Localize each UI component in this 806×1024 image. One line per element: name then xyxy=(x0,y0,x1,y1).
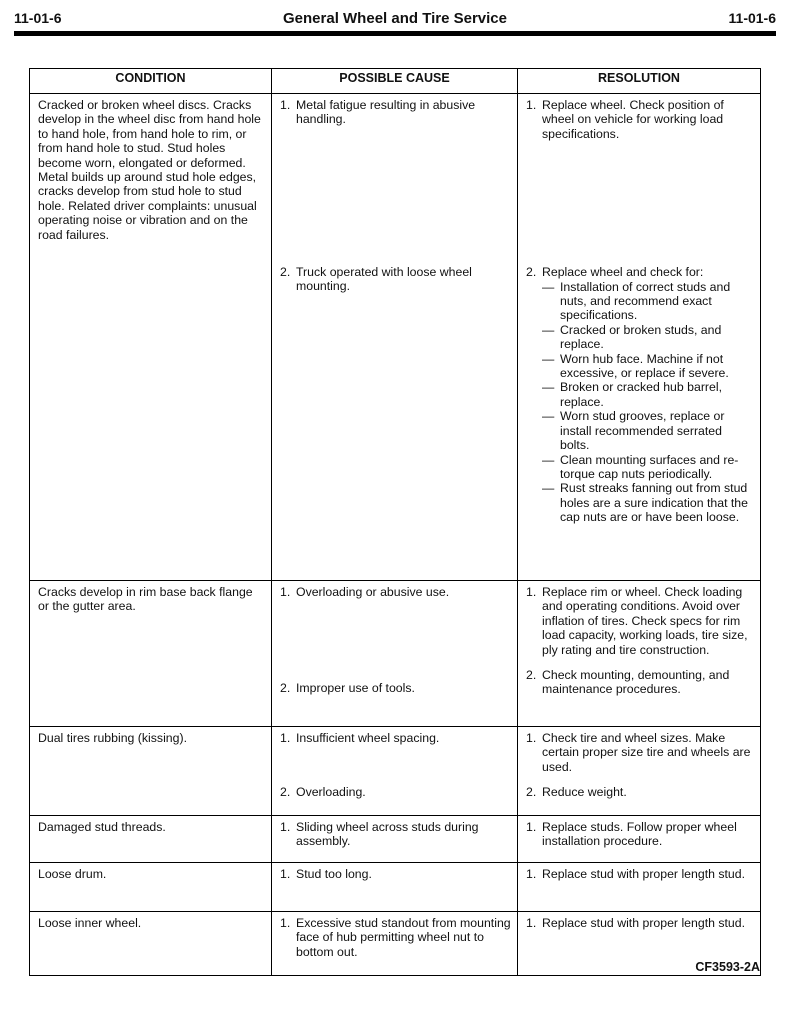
cause-item xyxy=(280,916,511,959)
resolution-text: Check tire and wheel sizes. Make certain proper size tire and wheels are used. xyxy=(542,731,751,774)
cause-text: Overloading. xyxy=(296,785,366,800)
table-row xyxy=(30,727,761,816)
resolution-cell xyxy=(518,94,761,581)
column-header-resolution: RESOLUTION xyxy=(518,69,761,94)
resolution-subitem xyxy=(542,409,754,452)
cause-cell xyxy=(272,581,518,727)
resolution-text: Replace studs. Follow proper wheel installation procedure. xyxy=(542,820,737,849)
resolution-text: Replace stud with proper length stud. xyxy=(542,916,746,930)
diagnosis-table xyxy=(29,68,761,976)
cause-cell xyxy=(272,816,518,863)
cause-cell xyxy=(272,727,518,816)
resolution-item xyxy=(526,98,754,141)
resolution-cell xyxy=(518,863,761,912)
resolution-number: 1. xyxy=(526,98,537,112)
cause-number: 2. xyxy=(280,264,291,279)
subitem-text: Cracked or broken studs, and replace. xyxy=(560,322,722,352)
condition-cell: Cracked or broken wheel discs. Cracks develop in the wheel disc from hand hole to hand hole, from hand hole to rim, or from hand hole to stud. Stud holes become worn, elongated or deformed. Metal builds up around stud hole edges, cracks develop from stud hole to stud hole. Related driver complaints: unusual operating noise or vibration and on the road failures. xyxy=(30,94,272,581)
dash-marker: — xyxy=(542,481,555,496)
subitem-text: Worn stud grooves, replace or install recommended serrated bolts. xyxy=(560,409,725,453)
resolution-item xyxy=(526,820,754,849)
resolution-number: 1. xyxy=(526,867,537,881)
resolution-item xyxy=(526,731,754,774)
cause-item xyxy=(280,681,511,695)
cause-number: 1. xyxy=(280,98,291,112)
resolution-subitem xyxy=(542,352,754,381)
resolution-subitem xyxy=(542,380,754,409)
column-header-cause: POSSIBLE CAUSE xyxy=(272,69,518,94)
page-number-left: 11-01-6 xyxy=(14,10,62,26)
cause-number: 1. xyxy=(280,585,291,599)
subitem-text: Broken or cracked hub barrel, replace. xyxy=(560,380,722,409)
resolution-text: Replace rim or wheel. Check loading and operating conditions. Avoid over inflation of tires. Check specs for rim load capacity, working loads, tire size, ply rating and tire construction. xyxy=(542,585,748,657)
cause-cell xyxy=(272,912,518,976)
resolution-number: 2. xyxy=(526,668,537,683)
page-header xyxy=(14,8,776,30)
resolution-subitem xyxy=(542,453,754,482)
cause-text: Excessive stud standout from mounting face of hub permitting wheel nut to bottom out. xyxy=(296,916,511,959)
cause-cell xyxy=(272,863,518,912)
table-row xyxy=(30,863,761,912)
resolution-text: Reduce weight. xyxy=(542,785,627,800)
table-row xyxy=(30,94,761,581)
subitem-text: Installation of correct studs and nuts, and recommend exact specifications. xyxy=(560,279,731,323)
resolution-number: 1. xyxy=(526,585,537,599)
cause-number: 2. xyxy=(280,681,291,696)
cause-text: Insufficient wheel spacing. xyxy=(296,731,440,745)
resolution-number: 2. xyxy=(526,265,537,280)
cause-text: Sliding wheel across studs during assembly. xyxy=(296,820,479,849)
condition-cell: Loose drum. xyxy=(30,863,272,912)
table-header-row xyxy=(30,69,761,94)
resolution-subitem xyxy=(542,280,754,323)
cause-number: 1. xyxy=(280,731,291,745)
cause-number: 2. xyxy=(280,785,291,800)
resolution-item xyxy=(526,867,754,881)
cause-text: Metal fatigue resulting in abusive handling. xyxy=(296,98,476,127)
resolution-item xyxy=(526,785,754,799)
resolution-item xyxy=(526,668,754,697)
dash-marker: — xyxy=(542,322,555,337)
resolution-subitem xyxy=(542,481,754,524)
subitem-text: Clean mounting surfaces and re-torque cap nuts periodically. xyxy=(560,452,739,481)
dash-marker: — xyxy=(542,351,555,366)
resolution-text: Check mounting, demounting, and maintenance procedures. xyxy=(542,668,730,697)
dash-marker: — xyxy=(542,279,555,294)
figure-code: CF3593-2A xyxy=(695,960,760,974)
resolution-cell xyxy=(518,581,761,727)
resolution-number: 1. xyxy=(526,820,537,834)
resolution-cell xyxy=(518,727,761,816)
page-title: General Wheel and Tire Service xyxy=(283,10,507,27)
cause-text: Truck operated with loose wheel mounting. xyxy=(296,264,472,294)
condition-cell: Damaged stud threads. xyxy=(30,816,272,863)
cause-text: Overloading or abusive use. xyxy=(296,585,450,599)
cause-number: 1. xyxy=(280,820,291,834)
column-header-condition: CONDITION xyxy=(30,69,272,94)
subitem-text: Worn hub face. Machine if not excessive, or replace if severe. xyxy=(560,351,729,381)
subitem-text: Rust streaks fanning out from stud holes are a sure indication that the cap nuts are or have been loose. xyxy=(560,481,748,525)
cause-item xyxy=(280,98,511,127)
cause-text: Stud too long. xyxy=(296,867,372,881)
cause-item xyxy=(280,731,511,745)
table-row xyxy=(30,912,761,976)
cause-item xyxy=(280,820,511,849)
condition-cell: Cracks develop in rim base back flange or the gutter area. xyxy=(30,581,272,727)
cause-cell xyxy=(272,94,518,581)
cause-text: Improper use of tools. xyxy=(296,681,415,696)
condition-cell: Dual tires rubbing (kissing). xyxy=(30,727,272,816)
resolution-item xyxy=(526,585,754,657)
resolution-text: Replace stud with proper length stud. xyxy=(542,867,746,881)
cause-item xyxy=(280,585,511,599)
page-number-right: 11-01-6 xyxy=(728,10,776,26)
condition-cell: Loose inner wheel. xyxy=(30,912,272,976)
table-row xyxy=(30,816,761,863)
resolution-number: 1. xyxy=(526,731,537,745)
dash-marker: — xyxy=(542,409,555,424)
dash-marker: — xyxy=(542,380,555,395)
resolution-subitem xyxy=(542,323,754,352)
cause-item xyxy=(280,785,511,799)
resolution-cell xyxy=(518,816,761,863)
resolution-number: 1. xyxy=(526,916,537,930)
header-rule xyxy=(14,31,776,36)
resolution-text: Replace wheel. Check position of wheel on vehicle for working load specifications. xyxy=(542,98,724,141)
resolution-item xyxy=(526,916,754,930)
resolution-text: Replace wheel and check for: xyxy=(542,265,704,280)
table-row xyxy=(30,581,761,727)
dash-marker: — xyxy=(542,452,555,467)
cause-number: 1. xyxy=(280,916,291,930)
cause-number: 1. xyxy=(280,867,291,881)
cause-item xyxy=(280,265,511,294)
resolution-number: 2. xyxy=(526,785,537,800)
resolution-item xyxy=(526,265,754,279)
cause-item xyxy=(280,867,511,881)
